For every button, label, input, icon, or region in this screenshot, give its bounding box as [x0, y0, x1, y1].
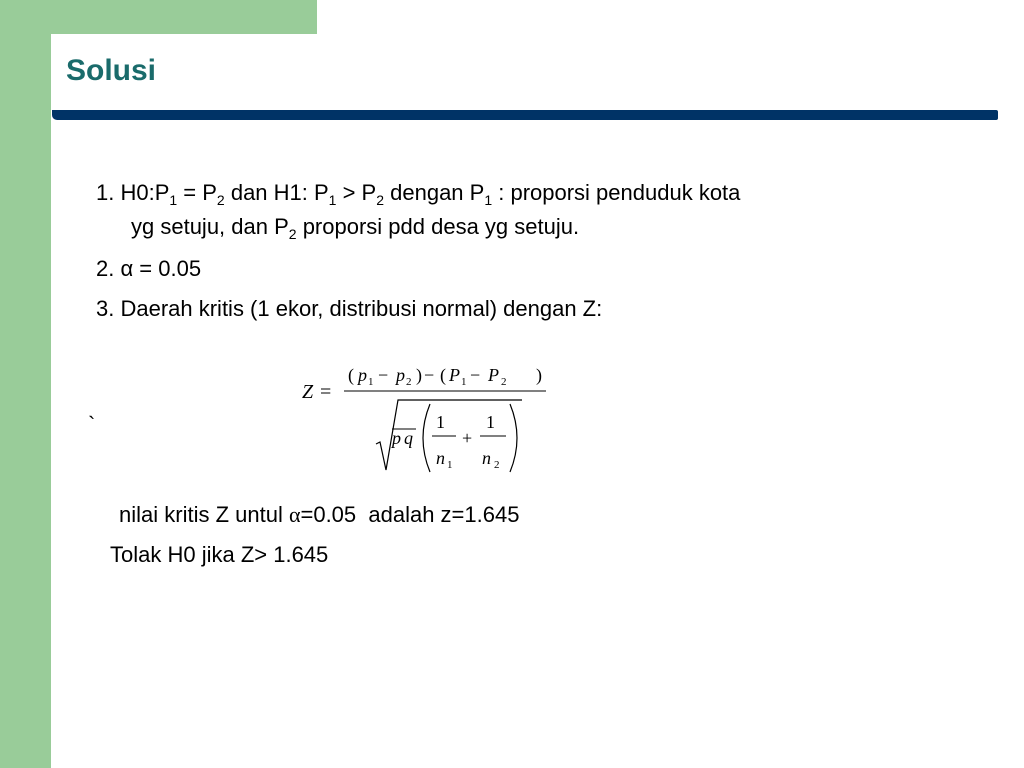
- formula-minus: −: [470, 365, 481, 385]
- formula-P: P: [449, 365, 460, 385]
- formula-paren: (: [440, 365, 446, 385]
- critical-value-line: [119, 502, 519, 528]
- point-1-text: dengan P: [384, 180, 485, 205]
- formula-z: Z: [302, 381, 314, 403]
- formula-plus: +: [462, 428, 473, 448]
- point-1-text: : proporsi penduduk kota: [492, 180, 741, 205]
- formula-P: P: [488, 365, 499, 385]
- point-1-line-1: [96, 180, 740, 206]
- formula-p: p: [358, 365, 367, 385]
- point-1-text: yg setuju, dan P: [131, 214, 289, 239]
- point-2: 2. α = 0.05: [96, 256, 202, 281]
- alpha-symbol: α: [288, 502, 301, 527]
- formula-paren: ): [536, 365, 542, 385]
- slide-title: Solusi: [66, 54, 157, 87]
- formula-sub: 2: [501, 376, 507, 388]
- point-3: 3. Daerah kritis (1 ekor, distribusi normal) dengan Z:: [96, 296, 603, 321]
- formula-sub: 1: [368, 376, 374, 388]
- formula-minus: −: [424, 365, 435, 385]
- formula-p: p: [396, 365, 405, 385]
- subscript: 1: [169, 192, 178, 208]
- formula-sub: 1: [447, 459, 453, 471]
- rejection-rule: Tolak H0 jika Z> 1.645: [110, 542, 329, 567]
- subscript: 2: [216, 192, 225, 208]
- formula-one: 1: [486, 412, 495, 432]
- point-1-text: = P: [177, 180, 217, 205]
- point-1-text: dan H1: P: [224, 180, 329, 205]
- subscript: 1: [328, 192, 337, 208]
- z-statistic-formula: [296, 360, 566, 480]
- formula-sub: 1: [461, 376, 467, 388]
- critical-value-text: nilai kritis Z untul: [119, 502, 289, 527]
- right-big-paren: [510, 404, 517, 472]
- green-side-band: [0, 0, 51, 768]
- left-big-paren: [423, 404, 430, 472]
- formula-paren: ): [416, 365, 422, 385]
- formula-one: 1: [436, 412, 445, 432]
- green-top-band: [0, 0, 317, 34]
- point-1-line-2: [131, 214, 579, 240]
- point-1-text: proporsi pdd desa yg setuju.: [296, 214, 580, 239]
- formula-paren: (: [348, 365, 354, 385]
- point-1-text: 1. H0:P: [96, 180, 170, 205]
- subscript: 1: [484, 192, 493, 208]
- formula-n: n: [482, 448, 491, 468]
- formula-minus: −: [378, 365, 389, 385]
- title-underline: [52, 110, 998, 120]
- stray-mark: `: [88, 412, 96, 437]
- formula-q-bar: q: [404, 428, 413, 448]
- critical-value-text: =0.05 adalah z=1.645: [300, 502, 520, 527]
- formula-p-bar: p: [392, 428, 401, 448]
- subscript: 2: [376, 192, 385, 208]
- subscript: 2: [288, 226, 297, 242]
- formula-n: n: [436, 448, 445, 468]
- formula-sub: 2: [494, 459, 500, 471]
- formula-equals: =: [320, 381, 332, 403]
- point-1-text: > P: [336, 180, 377, 205]
- formula-sub: 2: [406, 376, 412, 388]
